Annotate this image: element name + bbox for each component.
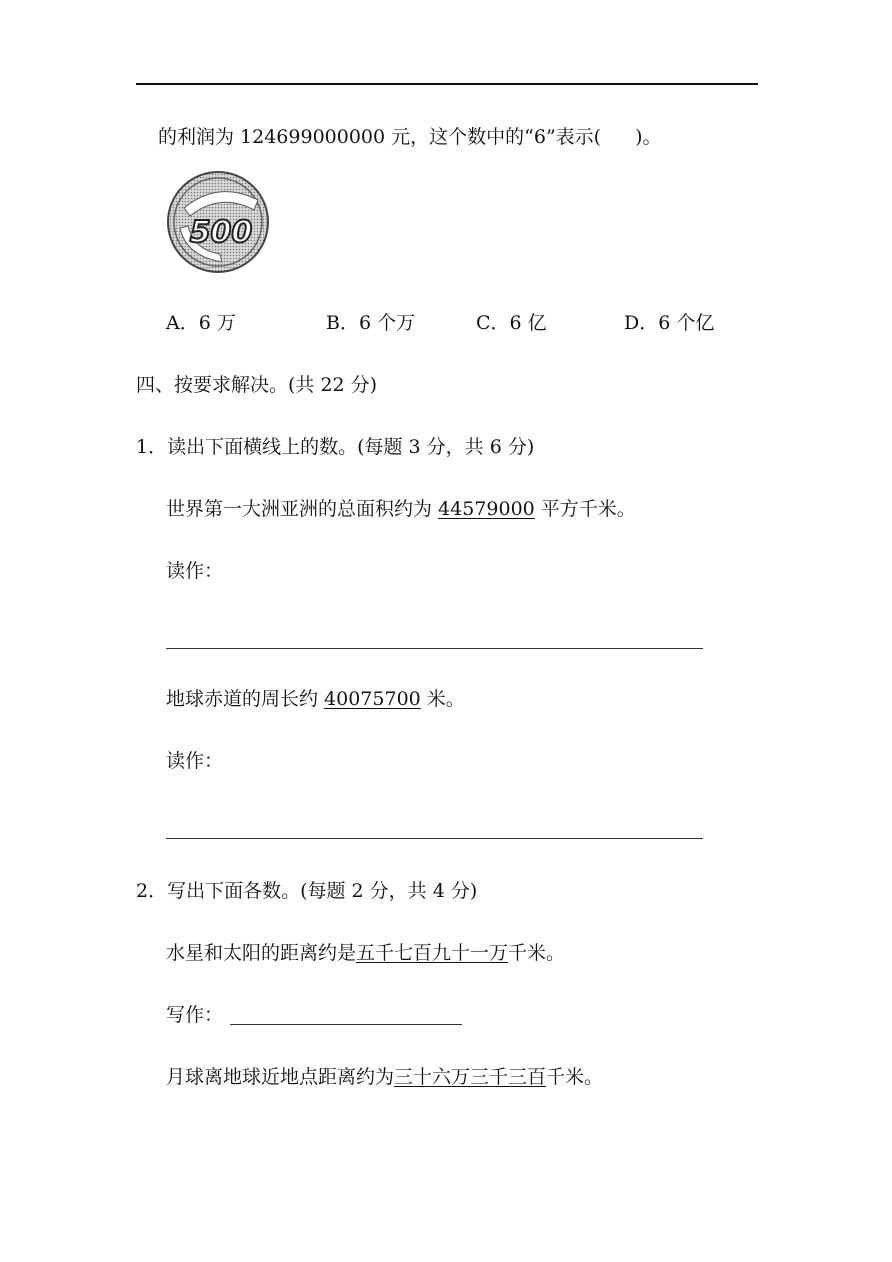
q2-item1-write-label: 写作： <box>166 1004 224 1026</box>
q2-item2-text <box>166 1064 603 1090</box>
q3-stem <box>158 124 662 150</box>
q2-item1-answer-line[interactable] <box>230 1024 462 1025</box>
q1-item2-before: 地球赤道的周长约 <box>166 688 325 710</box>
q2-item1-text <box>166 940 565 966</box>
fortune-500-badge-image <box>166 170 270 274</box>
q2-item1-before: 水星和太阳的距离约是 <box>166 942 357 964</box>
q1-item2-read-label: 读作： <box>166 750 224 772</box>
q1-item1-number: 44579000 <box>438 498 535 520</box>
option-a[interactable]: A．6 万 <box>166 312 236 334</box>
section-4-title: 四、按要求解决。(共 22 分) <box>136 374 378 396</box>
q1-title: 1．读出下面横线上的数。(每题 3 分，共 6 分) <box>136 436 535 458</box>
q2-item2-number-words: 三十六万三千三百 <box>394 1066 547 1088</box>
q1-item1-after: 平方千米。 <box>534 498 636 520</box>
q2-item1-number-words: 五千七百九十一万 <box>356 942 509 964</box>
top-rule <box>136 83 758 85</box>
option-d[interactable]: D．6 个亿 <box>624 312 715 334</box>
q2-item1-after: 千米。 <box>508 942 566 964</box>
q1-item1-text <box>166 496 636 522</box>
q2-item2-before: 月球离地球近地点距离约为 <box>166 1066 395 1088</box>
q3-stem-end: )。 <box>635 126 662 148</box>
option-c[interactable]: C．6 亿 <box>476 312 547 334</box>
q1-item2-after: 米。 <box>420 688 465 710</box>
q1-item1-before: 世界第一大洲亚洲的总面积约为 <box>166 498 439 520</box>
q2-title: 2．写出下面各数。(每题 2 分，共 4 分) <box>136 880 478 902</box>
q1-item1-read-label: 读作： <box>166 560 224 582</box>
q1-item2-answer-line[interactable] <box>166 838 703 839</box>
q2-item2-after: 千米。 <box>546 1066 604 1088</box>
badge-number: 500 <box>189 215 253 250</box>
q1-item2-number: 40075700 <box>324 688 421 710</box>
q1-item1-answer-line[interactable] <box>166 648 703 649</box>
option-b[interactable]: B．6 个万 <box>326 312 416 334</box>
q1-item2-text <box>166 686 465 712</box>
q3-stem-text: 的利润为 124699000000 元，这个数中的“6”表示( <box>158 126 602 148</box>
